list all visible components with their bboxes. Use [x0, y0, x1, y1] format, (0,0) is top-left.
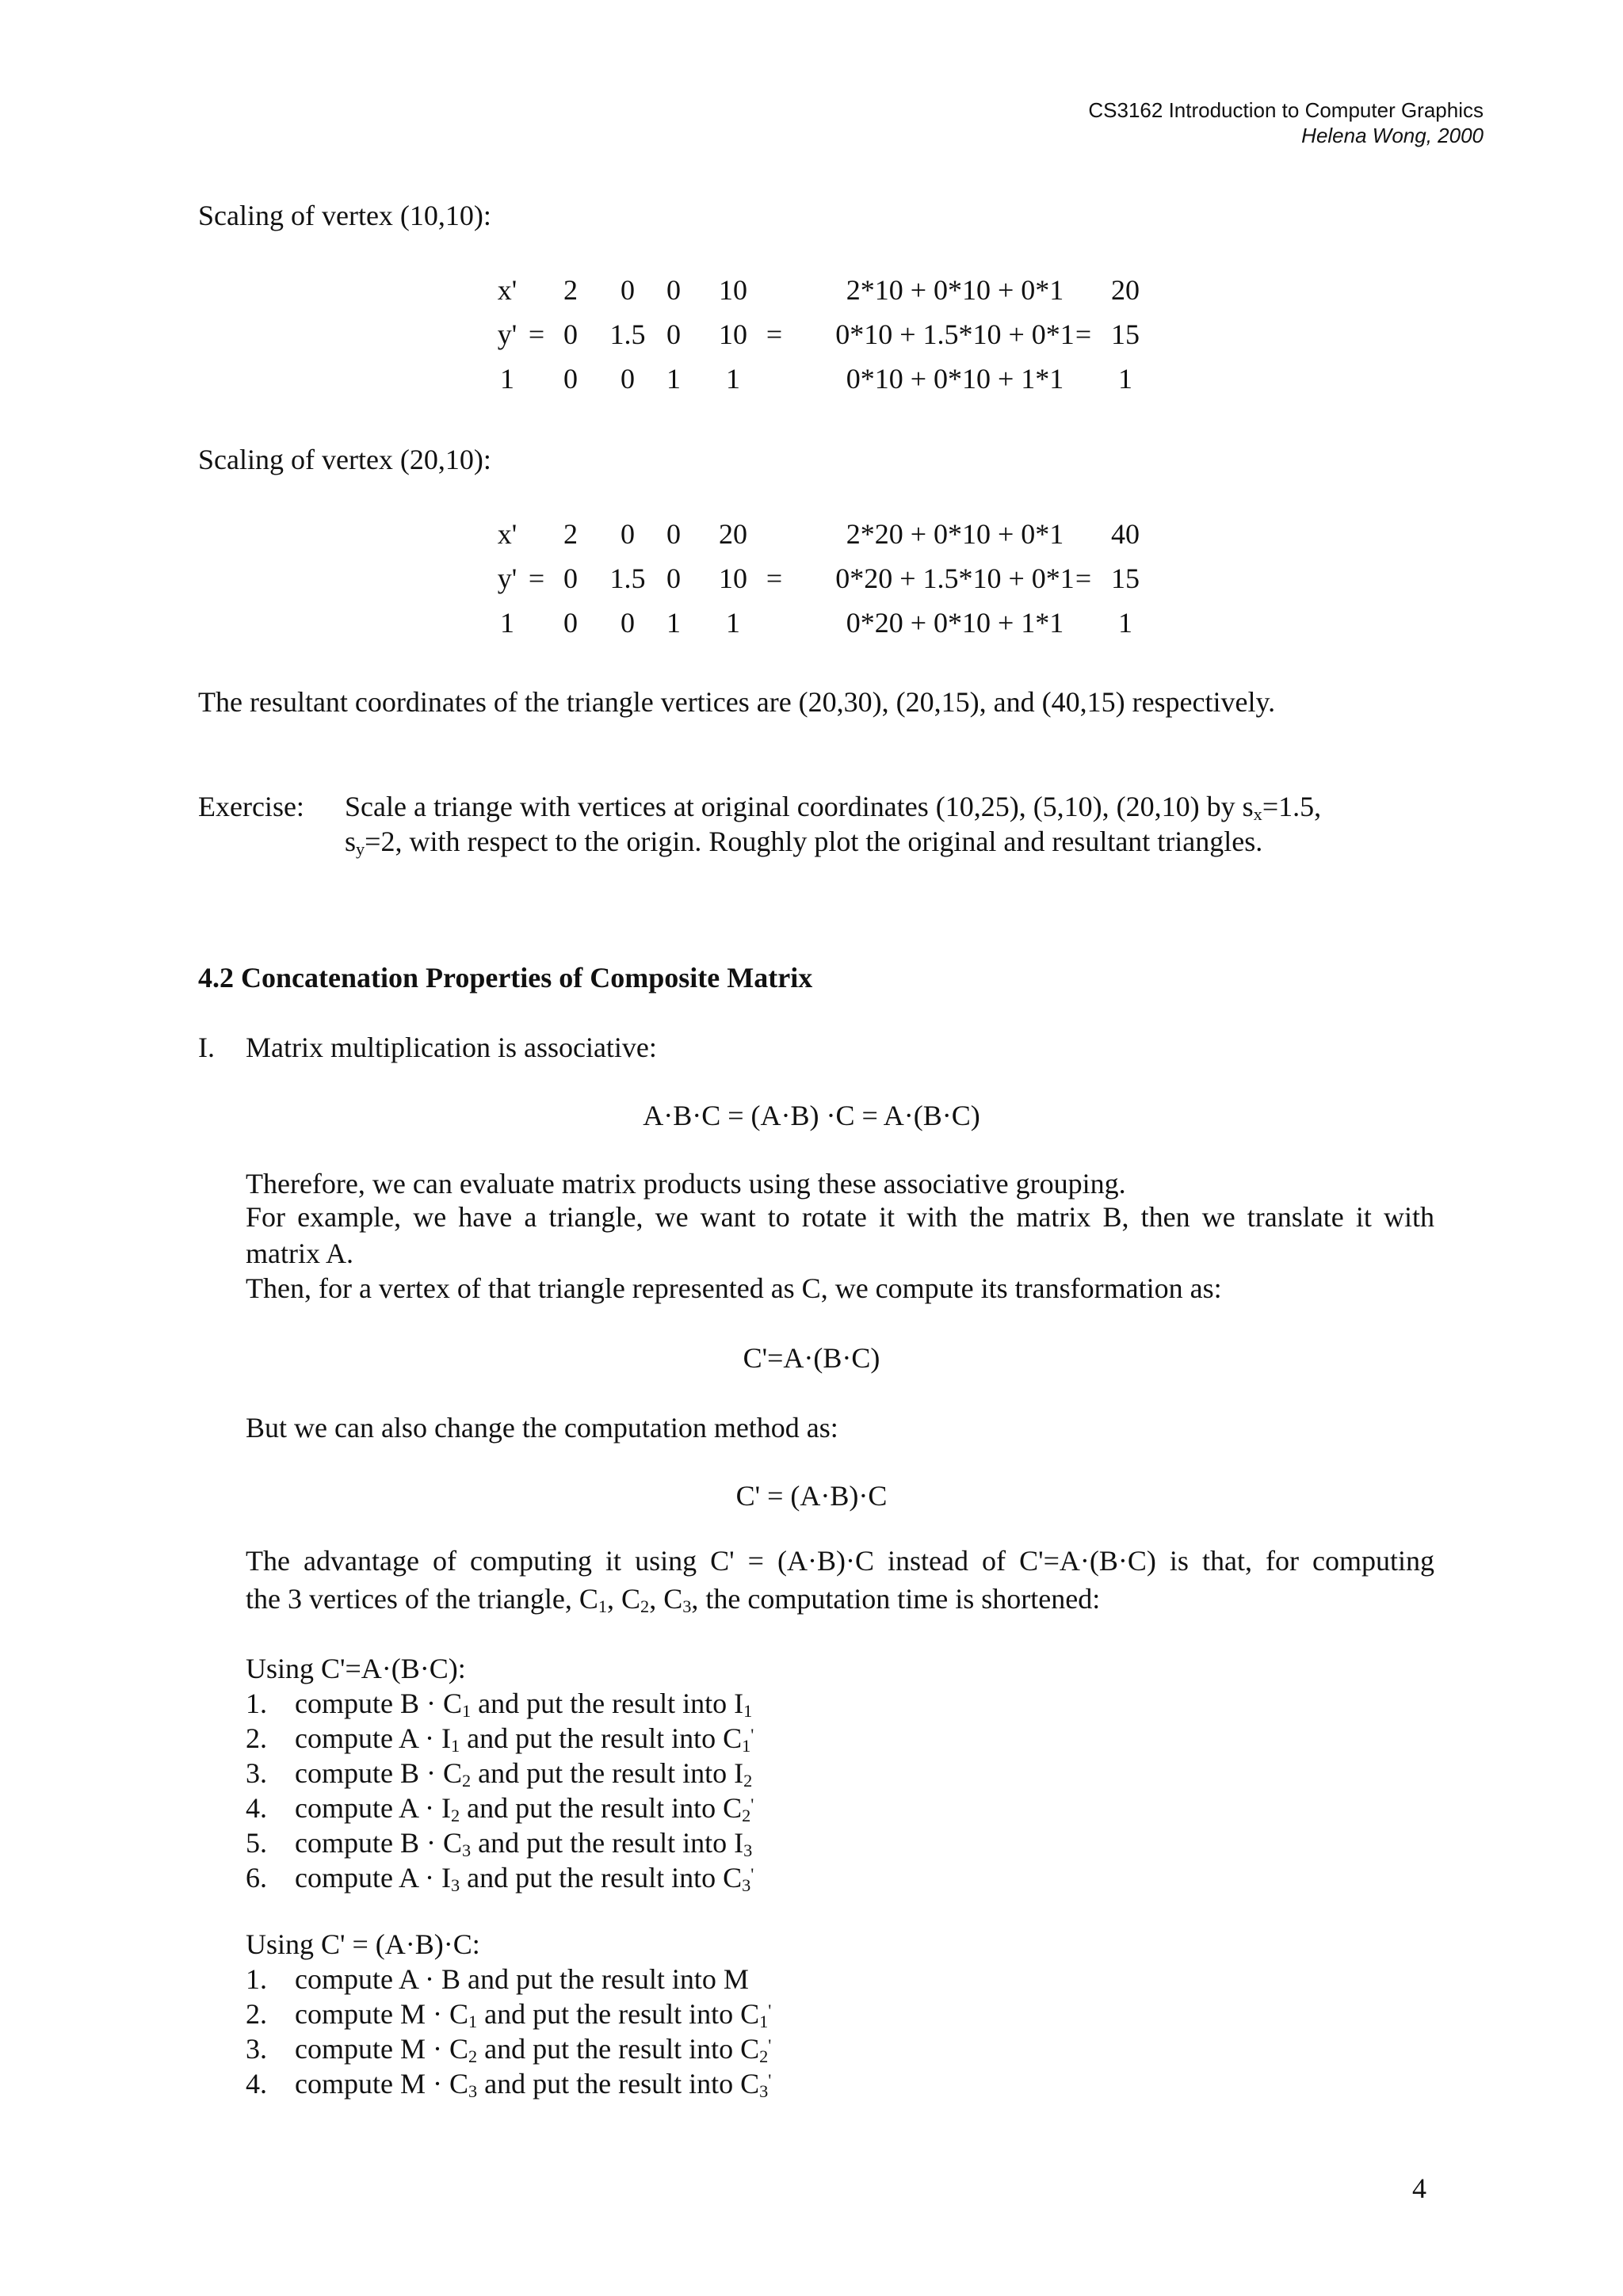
para1-line-2: For example, we have a triangle, we want to rotate it with the matrix B, then we translate it with: [246, 1201, 1434, 1233]
lhs-cell: 1: [500, 363, 514, 395]
equals-sign: =: [766, 563, 783, 594]
list-item: 1. compute A · B and put the result into M: [246, 1963, 749, 1995]
author-header: Helena Wong, 2000: [1301, 124, 1484, 147]
expression-cell: 2*20 + 0*10 + 0*1: [846, 518, 1064, 550]
vector-cell: 1: [726, 363, 740, 395]
exercise-label: Exercise:: [198, 791, 304, 822]
matrix-cell: 0: [666, 318, 681, 350]
matrix-cell: 0: [666, 518, 681, 550]
para1-line-3: matrix A.: [246, 1238, 353, 1269]
formula-c-prime-2: C' = (A·B)·C: [735, 1480, 888, 1512]
list-item: 6. compute $A \cdot I_3$ and put the result into $C_3'$: [246, 1862, 754, 1895]
matrix-cell: 1.5: [609, 318, 646, 350]
formula-associative: A·B·C = (A·B) ·C = A·(B·C): [643, 1100, 980, 1131]
expression-cell: 2*10 + 0*10 + 0*1: [846, 274, 1064, 306]
lhs-cell: y': [497, 318, 517, 350]
list-item-number: 1.: [246, 1688, 267, 1719]
matrix-cell: 1.5: [609, 563, 646, 594]
page-number: 4: [1412, 2172, 1426, 2204]
result-cell: 15: [1111, 563, 1140, 594]
exercise-line-2: $s_y=2$, with respect to the origin. Roughly plot the original and resultant triangles.: [345, 826, 1263, 859]
matrix-cell: 2: [563, 274, 578, 306]
result-cell: 1: [1118, 607, 1132, 639]
equals-sign: =: [528, 563, 545, 594]
list-item: 4. compute $A \cdot I_2$ and put the result into $C_2'$: [246, 1792, 754, 1825]
lhs-cell: y': [497, 563, 517, 594]
list-item: 3. compute $M \cdot C_2$ and put the result into $C_2'$: [246, 2033, 772, 2066]
list-item-number: 5.: [246, 1827, 267, 1859]
expression-cell: 0*10 + 0*10 + 1*1: [846, 363, 1064, 395]
matrix-cell: 0: [621, 274, 635, 306]
list-item-number: 2.: [246, 1722, 267, 1754]
list-item: 2. compute $A \cdot I_1$ and put the result into $C_1'$: [246, 1722, 754, 1756]
list-item: 1. compute $B \cdot C_1$ and put the result into $I_1$: [246, 1688, 753, 1721]
vector-cell: 10: [719, 318, 747, 350]
exercise-line-1: Scale a triange with vertices at original coordinates (10,25), (5,10), (20,10) by $s_x=1.5$,: [345, 791, 1322, 824]
matrix-cell: 0: [563, 363, 578, 395]
expression-cell: 0*10 + 1.5*10 + 0*1: [835, 318, 1075, 350]
equals-sign: =: [528, 318, 545, 350]
list1-title: Using C'=A·(B·C):: [246, 1653, 466, 1684]
list-item-number: 2.: [246, 1998, 267, 2030]
matrix-cell: 1: [666, 607, 681, 639]
matrix-cell: 0: [563, 607, 578, 639]
result-cell: 15: [1111, 318, 1140, 350]
expression-cell: 0*20 + 0*10 + 1*1: [846, 607, 1064, 639]
list2-title: Using C' = (A·B)·C:: [246, 1928, 480, 1960]
matrix-cell: 0: [621, 607, 635, 639]
lhs-cell: x': [497, 274, 517, 306]
list-item: 2. compute $M \cdot C_1$ and put the result into $C_1'$: [246, 1998, 772, 2031]
vector-cell: 20: [719, 518, 747, 550]
list-item-number: 4.: [246, 1792, 267, 1824]
para1-line-1: Therefore, we can evaluate matrix products using these associative grouping.: [246, 1168, 1126, 1199]
para1-line-4: Then, for a vertex of that triangle represented as C, we compute its transformation as:: [246, 1272, 1222, 1304]
formula-c-prime-1: C'=A·(B·C): [743, 1342, 880, 1374]
expression-cell: 0*20 + 1.5*10 + 0*1: [835, 563, 1075, 594]
vector-cell: 1: [726, 607, 740, 639]
list-item: 3. compute $B \cdot C_2$ and put the result into $I_2$: [246, 1757, 753, 1791]
vector-cell: 10: [719, 274, 747, 306]
list-item: 4. compute $M \cdot C_3$ and put the result into $C_3'$: [246, 2068, 772, 2101]
list-item-number: 1.: [246, 1963, 267, 1995]
matrix-cell: 0: [621, 363, 635, 395]
matrix-cell: 1: [666, 363, 681, 395]
matrix-cell: 0: [563, 563, 578, 594]
list-item-number: 3.: [246, 2033, 267, 2065]
equals-sign: =: [1075, 318, 1092, 350]
para3-line-2: the 3 vertices of the triangle, $C_1$, $C_2$, $C_3$, the computation time is shortened:: [246, 1583, 1101, 1616]
para2: But we can also change the computation method as:: [246, 1412, 838, 1444]
matrix-cell: 0: [666, 274, 681, 306]
vector-cell: 10: [719, 563, 747, 594]
course-header: CS3162 Introduction to Computer Graphics: [1088, 98, 1484, 122]
list-item-number: 6.: [246, 1862, 267, 1894]
para3-line-1: The advantage of computing it using C' = (A·B)·C instead of C'=A·(B·C) is that, for computing: [246, 1545, 1434, 1577]
scaling-1-label: Scaling of vertex (10,10):: [198, 200, 491, 231]
result-cell: 1: [1118, 363, 1132, 395]
section-heading: 4.2 Concatenation Properties of Composite Matrix: [198, 962, 813, 994]
matrix-cell: 0: [666, 563, 681, 594]
list-item: 5. compute $B \cdot C_3$ and put the result into $I_3$: [246, 1827, 753, 1860]
result-cell: 40: [1111, 518, 1140, 550]
item-number: I.: [198, 1032, 215, 1063]
equals-sign: =: [1075, 563, 1092, 594]
item-text: Matrix multiplication is associative:: [246, 1032, 657, 1063]
matrix-cell: 0: [563, 318, 578, 350]
resultant-text: The resultant coordinates of the triangle vertices are (20,30), (20,15), and (40,15) respectively.: [198, 686, 1276, 718]
scaling-2-label: Scaling of vertex (20,10):: [198, 444, 491, 475]
list-item-number: 4.: [246, 2068, 267, 2100]
lhs-cell: x': [497, 518, 517, 550]
equals-sign: =: [766, 318, 783, 350]
matrix-cell: 2: [563, 518, 578, 550]
matrix-cell: 0: [621, 518, 635, 550]
lhs-cell: 1: [500, 607, 514, 639]
result-cell: 20: [1111, 274, 1140, 306]
list-item-number: 3.: [246, 1757, 267, 1789]
